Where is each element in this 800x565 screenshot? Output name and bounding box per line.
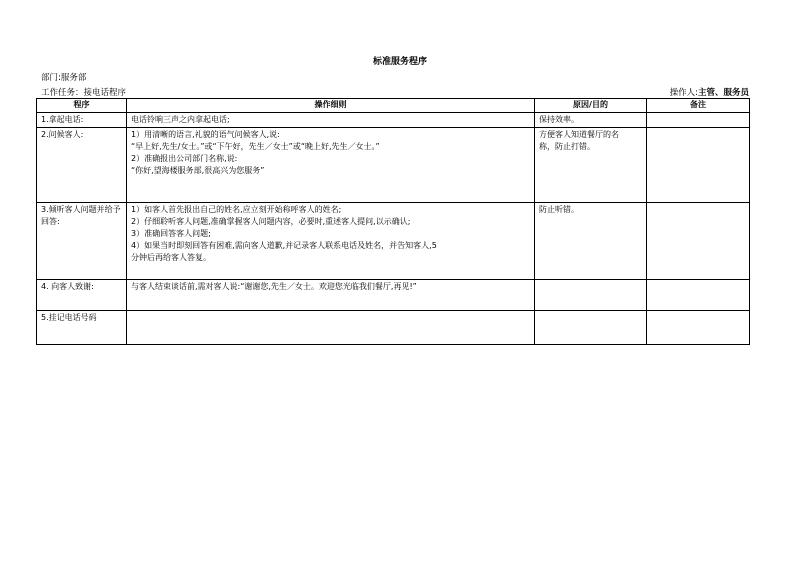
reason-line: 保持效率。 [539,115,579,124]
header-reason: 原因/目的 [535,99,647,113]
department-label: 部门:服务部 [41,73,87,83]
reason-line: 防止听错。 [539,205,579,214]
header-procedure: 程序 [37,99,127,113]
operator-info [670,86,749,98]
table-header-row [37,99,750,113]
operator-label: 操作人: [669,88,698,98]
header-note: 备注 [647,99,750,113]
detail-line: 1）如客人首先报出自己的姓名,应立刻开始称呼客人的姓名; [131,205,342,214]
detail-line: 分钟后再给客人答复。 [131,253,211,262]
table-row [37,203,750,280]
step-cell: 2.问候客人: [37,128,127,203]
table-row [37,280,750,311]
detail-line: 2）仔细聆听客人问题,准确掌握客人问题内容，必要时,重述客人提问,以示确认; [131,217,411,226]
table-row [37,113,750,128]
details-cell [127,203,535,280]
step-cell: 4. 向客人致谢: [37,280,127,311]
detail-line: “你好,望海楼服务部,很高兴为您服务” [131,166,265,175]
document-title: 标准服务程序 [372,57,427,67]
details-cell [127,311,535,345]
details-cell [127,128,535,203]
table-row [37,311,750,345]
detail-line: 与客人结束谈话前,需对客人说:“谢谢您,先生／女士。欢迎您光临我们餐厅,再见!” [131,282,417,291]
reason-cell [535,311,647,345]
reason-line: 方便客人知道餐厅的名 [539,130,619,139]
reason-line: 称，防止打错。 [539,142,595,151]
detail-line: 3）准确回答客人问题; [131,229,211,238]
detail-line: 电话铃响三声之内拿起电话; [131,115,230,124]
note-cell [647,113,750,128]
detail-line: 2）准确报出公司部门名称,说: [131,154,238,163]
table-row [37,128,750,203]
step-cell: 1.拿起电话: [37,113,127,128]
note-cell [647,203,750,280]
reason-cell [535,280,647,311]
detail-line: “早上好,先生/女士。”或“下午好，先生／女士”或“晚上好,先生／女士。” [131,142,380,151]
reason-cell [535,128,647,203]
note-cell [647,311,750,345]
detail-line: 4）如果当时即刻回答有困难,需向客人道歉,并记录客人联系电话及姓名，并告知客人,5 [131,241,437,250]
operator-value: 主管、服务员 [697,88,749,98]
note-cell [647,128,750,203]
reason-cell [535,203,647,280]
details-cell [127,113,535,128]
note-cell [647,280,750,311]
task-label: 工作任务：接电话程序 [41,88,127,98]
step-cell: 5.挂记电话号码 [37,311,127,345]
reason-cell [535,113,647,128]
step-cell: 3.倾听客人问题并给予回答: [37,203,127,280]
detail-line: 1）用清晰的语言,礼貌的语气问候客人,说: [131,130,280,139]
header-details: 操作细则 [127,99,535,113]
procedure-table [36,98,750,345]
details-cell [127,280,535,311]
